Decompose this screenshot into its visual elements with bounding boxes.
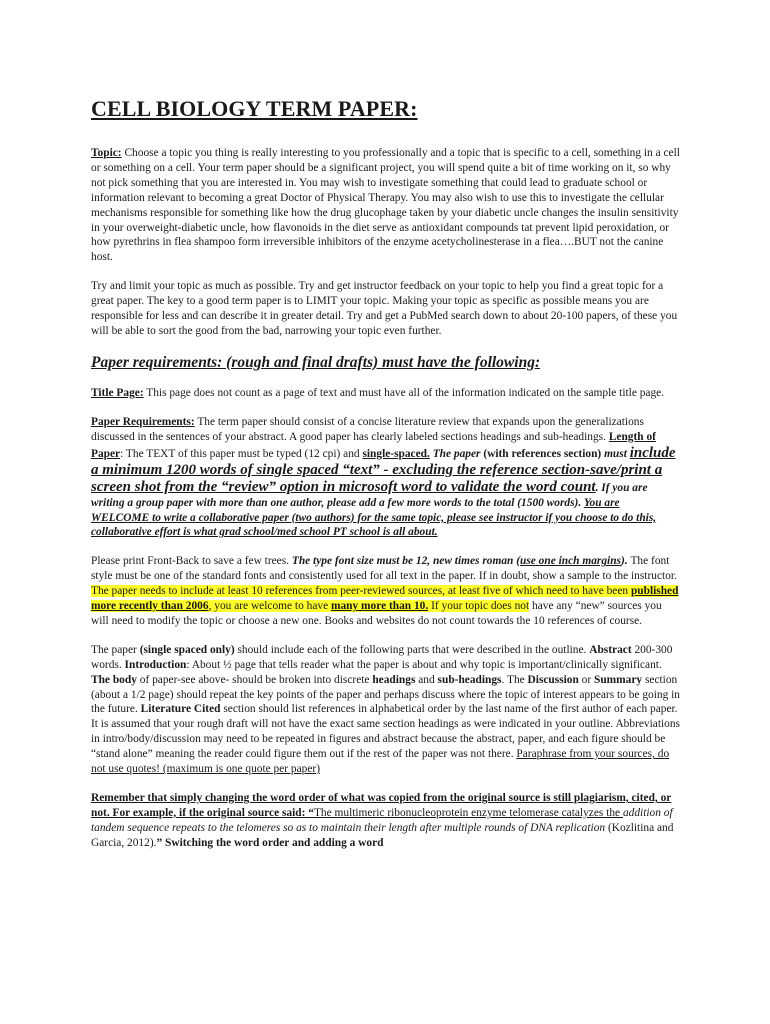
topic-text: Choose a topic you thing is really interesting to you professionally and a topic that is specific to a cell, something in a cell or something on a cell. Your term paper should be a significant project, you will spend quite a bit of time working on it, so why not pick something that you are interested in. You may wish to investigate something that could lead to graduate school or information relevant to becoming a great Doctor of Physical Therapy. You may also wish to use this to investigate the cellular mechanisms responsible for something like how the drug glucophage taken by your diabetic uncle changes the insulin sensitivity in your overweight-diabetic uncle, how flavonoids in the diet serve as antioxidant compounds tat prevent lipid peroxidation, or how pyrethrins in flea shampoo form irreversible inhibitors of the enzyme acetycholinesterase in a flea….BUT not the canine host.	[91, 147, 680, 264]
must-label: must	[604, 447, 630, 460]
requirements-text-2: : The TEXT of this paper must be typed (12 cpi) and	[120, 447, 363, 460]
collaborative-note: You are WELCOME to write a collaborative paper (two authors) for the same topic, please see instructor if you choose to do this, collaborative effort is what grad school/med school PT school is all about.	[91, 496, 657, 539]
headings-label: headings	[372, 673, 416, 686]
topic-label: Topic:	[91, 147, 122, 159]
parts-text-1: The paper	[91, 643, 140, 656]
abstract-label: Abstract	[589, 643, 632, 656]
parts-text-9: section (about a 1/2 page) should repeat the key points of the paper and perhaps discuss where the topic of interest appears to be going in the future.	[91, 673, 680, 716]
references-highlight-1: The paper needs to include at least 10 references from peer-reviewed sources, at least five of which need to have been	[91, 585, 631, 598]
parts-text-3: 200-300 words.	[91, 643, 673, 671]
subheadings-label: sub-headings	[437, 673, 502, 686]
format-text-1: Please print Front-Back to save a few trees.	[91, 555, 292, 568]
font-size-rule: The type font size must be 12, new times roman (	[291, 555, 520, 568]
single-spaced-label: single-spaced.	[362, 447, 430, 460]
parts-text-8: or	[578, 673, 595, 686]
parts-text-6: and	[415, 673, 438, 686]
references-highlight-2: , you are welcome to have	[208, 600, 331, 613]
paper-requirements-paragraph	[91, 415, 680, 541]
parts-text-4: : About ½ page that tells reader what the paper is about and why topic is important/clinically significant.	[186, 658, 662, 671]
discussion-label: Discussion	[527, 673, 579, 686]
title-page-label: Title Page:	[91, 386, 144, 399]
limit-topic-paragraph: Try and limit your topic as much as possible. Try and get instructor feedback on your topic to help you find a great topic for a great paper. The key to a good term paper is to LIMIT your topic. Making your topic as specific as possible means you are responsible for less and can describe it in greater detail. Try and get a PubMed search down to about 20-100 papers, of these you will be able to sort the good from the bad, narrowing your topic even further.	[91, 280, 678, 337]
references-highlight-3: If your topic does not	[428, 600, 530, 613]
published-recently-highlight: published more recently than 2006	[91, 585, 679, 613]
parts-text-2: should include each of the following parts that were described in the outline.	[234, 643, 590, 656]
requirements-text-1: The term paper should consist of a concise literature review that expands upon the generalizations discussed in the sentences of your abstract. A good paper has clearly labeled sections headings and sub-headings.	[91, 415, 644, 443]
literature-cited-label: Literature Cited	[140, 703, 221, 716]
group-paper-note: . If you are writing a group paper with more than one author, please add a few more words to the total (1500 words).	[91, 481, 648, 509]
single-spaced-only: (single spaced only)	[139, 643, 235, 656]
many-more-highlight: many more than 10.	[330, 600, 429, 613]
formatting-paragraph	[91, 554, 680, 629]
plagiarism-paragraph	[91, 791, 680, 851]
parts-text-7: . The	[501, 673, 528, 686]
title-page-paragraph	[91, 386, 680, 401]
example-quote-italic: addition of tandem sequence repeats to the telomeres so as to maintain their length after multiple rounds of DNA replication	[91, 806, 673, 834]
requirements-text-3: The paper	[429, 447, 481, 460]
section-heading: Paper requirements: (rough and final drafts) must have the following:	[91, 353, 541, 371]
summary-label: Summary	[594, 673, 643, 686]
word-count-requirement: include a minimum 1200 words of single spaced “text” - excluding the reference section-save/print a screen shot from the “review” option in microsoft word to validate the word count	[91, 444, 676, 495]
requirements-text-4: (with references section)	[483, 447, 605, 460]
paraphrase-note: Paraphrase from your sources, do not use quotes! (maximum is one quote per paper)	[91, 748, 670, 776]
paper-requirements-label: Paper Requirements:	[91, 415, 195, 428]
margins-rule: use one inch margins	[520, 555, 621, 568]
plagiarism-warning: Remember that simply changing the word order of what was copied from the original source is still plagiarism, cited, or not. For example, if the original source said: “	[91, 792, 672, 819]
document-title: CELL BIOLOGY TERM PAPER:	[91, 96, 418, 121]
body-label: The body	[91, 673, 137, 686]
format-text-2: ).	[620, 555, 631, 568]
topic-paragraph	[91, 146, 680, 265]
example-citation: (Kozlitina and Garcia, 2012).	[91, 821, 674, 849]
format-text-4: have any “new” sources you will need to modify the topic or choose a new one. Books and websites do not count towards the 10 references of course.	[91, 600, 662, 627]
parts-text-10: section should list references in alphabetical order by the last name of the first author of each paper. It is assumed that your rough draft will not have the exact same section headings as were indicated in your outline. Abbreviations in intro/body/discussion may need to be repeated in figures and abstract because the abstract, paper, and each figure should be “stand alone” meaning the reader could figure them out if the rest of the paper was not there.	[91, 703, 680, 761]
format-text-3: The font style must be one of the standard fonts and consistently used for all text in the paper. If in doubt, show a sample to the instructor.	[91, 555, 677, 583]
title-page-text: This page does not count as a page of text and must have all of the information indicated on the sample title page.	[143, 386, 665, 399]
parts-text-5: of paper-see above- should be broken into discrete	[136, 673, 373, 686]
example-quote-underlined: The multimeric ribonucleoprotein enzyme telomerase catalyzes the	[313, 806, 623, 819]
introduction-label: Introduction	[124, 658, 187, 671]
paper-parts-paragraph	[91, 643, 680, 777]
length-label: Length of Paper	[91, 430, 656, 460]
switching-word-order: ” Switching the word order and adding a word	[156, 836, 384, 849]
